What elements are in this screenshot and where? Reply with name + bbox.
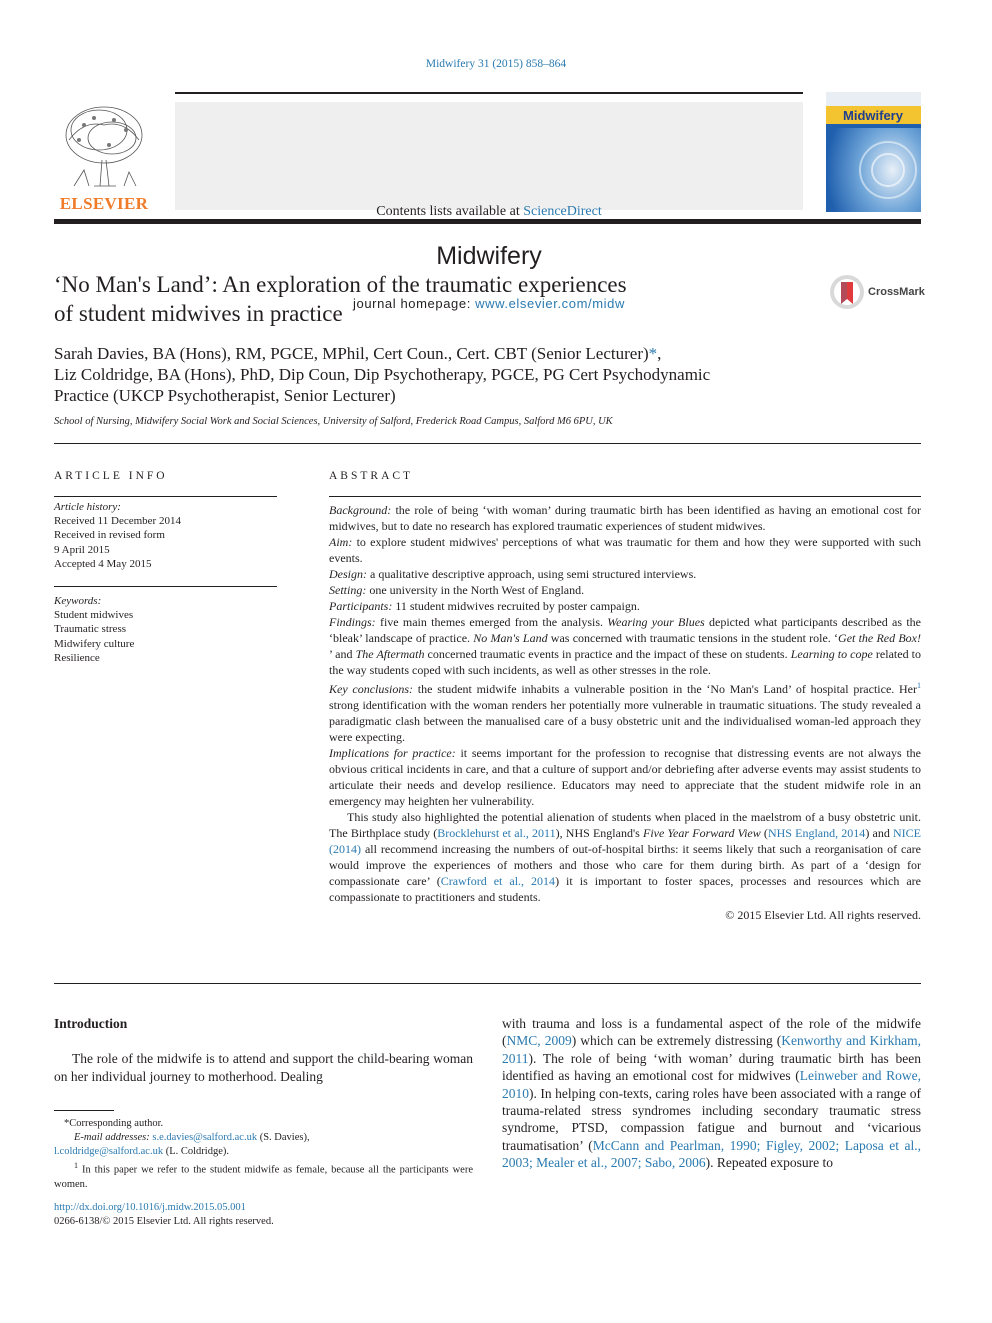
ref-mccann-group[interactable]: McCann and Pearlman, 1990; Figley, 2002; Laposa et al., 2003; Mealer et al., 2007; Sabo, 2006 <box>502 1137 922 1171</box>
received-date: Received 11 December 2014 <box>54 515 181 528</box>
body-left-column <box>54 1015 473 1085</box>
abstract-design <box>329 566 921 582</box>
key-conclusions-label: Key conclusions: <box>329 682 414 696</box>
ref-nmc[interactable]: NMC, 2009 <box>506 1033 572 1049</box>
issn-line: 0266-6138/© 2015 Elsevier Ltd. All rights reserved. <box>54 1216 274 1227</box>
findings-text: depicted what participants described as the ‘bleak’ landscape of practice. <box>329 615 921 645</box>
p2-text: ) it is important to foster spaces, processes and resources which are compassionate to practitioners and students. <box>329 874 921 904</box>
key-text: the student midwife inhabits a vulnerable position in the ‘No Man's Land’ of hospital practice. Her <box>413 682 918 696</box>
findings-label: Findings: <box>329 615 376 629</box>
email-davies-name: (S. Davies), <box>257 1132 310 1143</box>
banner-top-rule <box>175 92 803 94</box>
sciencedirect-link[interactable]: ScienceDirect <box>523 204 602 219</box>
affiliation-rule <box>54 443 921 444</box>
revised-date: 9 April 2015 <box>54 543 110 556</box>
intro-paragraph: The role of the midwife is to attend and support the child-bearing woman on her individual journey to motherhood. Dealing <box>54 1051 473 1084</box>
homepage-prefix: journal homepage: <box>353 296 476 311</box>
p2-text: ( <box>760 826 768 840</box>
journal-cover-image <box>826 92 921 212</box>
header-rule <box>54 219 921 224</box>
right-text: ) which can be extremely distressing ( <box>571 1033 782 1049</box>
author-list <box>54 343 824 406</box>
abstract-setting <box>329 582 921 598</box>
background-label: Background: <box>329 503 392 517</box>
fn1-mark: 1 <box>74 1161 78 1170</box>
email-label: E-mail addresses: <box>74 1132 150 1143</box>
doi-link[interactable]: http://dx.doi.org/10.1016/j.midw.2015.05.001 <box>54 1202 246 1213</box>
abstract-key-conclusions <box>329 678 921 745</box>
keyword-item: Traumatic stress <box>54 623 127 636</box>
footnote-rule <box>54 1110 114 1111</box>
theme-5: Learning to cope <box>790 647 873 661</box>
article-info <box>54 500 277 665</box>
findings-text: ’ and <box>329 647 356 661</box>
keywords-rule <box>54 586 277 587</box>
affiliation: School of Nursing, Midwifery Social Work and Social Sciences, University of Salford, Frederick Road Campus, Salford M6 6PU, UK <box>54 416 613 427</box>
right-text: with trauma and loss is a fundamental aspect of the role of the midwife ( <box>502 1016 921 1049</box>
history-label: Article history: <box>54 501 121 513</box>
homepage-link[interactable]: www.elsevier.com/midw <box>475 296 625 311</box>
theme-3: Get the Red Box! <box>838 631 921 645</box>
ref-nhs-england[interactable]: NHS England, 2014 <box>767 826 866 840</box>
abstract-participants <box>329 598 921 614</box>
doi-block <box>54 1201 473 1229</box>
author-davies: Sarah Davies, BA (Hons), RM, PGCE, MPhil, Cert Coun., Cert. CBT (Senior Lecturer) <box>54 344 649 363</box>
email-footnote <box>54 1131 473 1145</box>
ref-nice[interactable]: NICE (2014) <box>329 826 922 856</box>
corr-text: Corresponding author. <box>69 1118 164 1129</box>
theme-2: No Man's Land <box>473 631 548 645</box>
crossmark-icon <box>829 274 865 310</box>
revised-label: Received in revised form <box>54 529 165 542</box>
background-text: the role of being ‘with woman’ during traumatic birth has been identified as having an emotional cost for midwives, but to date no research has explored traumatic experiences of student midwives. <box>329 503 921 533</box>
abstract-rule <box>329 496 921 497</box>
setting-label: Setting: <box>329 583 367 597</box>
abstract-paragraph-2 <box>329 809 921 905</box>
title-line-1: ‘No Man's Land’: An exploration of the traumatic experiences <box>54 272 627 297</box>
theme-1: Wearing your Blues <box>607 615 705 629</box>
author-line-2: Liz Coldridge, BA (Hons), PhD, Dip Coun, Dip Psychotherapy, PGCE, PG Cert Psychodynamic <box>54 365 711 384</box>
abstract-heading: ABSTRACT <box>329 470 414 482</box>
ref-leinweber[interactable]: Leinweber and Rowe, 2010 <box>502 1068 921 1101</box>
p2-text: ), NHS England's <box>555 826 643 840</box>
footnotes <box>54 1117 473 1192</box>
body-right-column <box>502 1015 921 1172</box>
email-footnote-2 <box>54 1145 473 1159</box>
findings-text: concerned traumatic events in practice and the impact of these on students. <box>424 647 791 661</box>
contents-prefix: Contents lists available at <box>376 204 524 219</box>
abstract-copyright: © 2015 Elsevier Ltd. All rights reserved. <box>725 908 921 922</box>
author-line-3: Practice (UKCP Psychotherapist, Senior Lecturer) <box>54 386 396 405</box>
setting-text: one university in the North West of England. <box>366 583 585 597</box>
cover-title: Midwifery <box>843 108 903 123</box>
ref-crawford[interactable]: Crawford et al., 2014 <box>440 874 556 888</box>
findings-text: related to the way students coped with such incidents, as well as other stresses in the role. <box>329 647 921 677</box>
article-info-rule <box>54 496 277 497</box>
aim-text: to explore student midwives' perceptions of what was traumatic for them and how they were supported with such events. <box>329 535 921 565</box>
corr-mark: * <box>64 1118 70 1129</box>
article-title <box>54 270 754 328</box>
corresponding-author-mark[interactable]: * <box>648 344 658 363</box>
ref-brocklehurst[interactable]: Brocklehurst et al., 2011 <box>437 826 556 840</box>
findings-text: five main themes emerged from the analysis. <box>375 615 608 629</box>
title-line-2: of student midwives in practice <box>54 301 343 326</box>
footnote-1-ref[interactable]: 1 <box>917 681 922 690</box>
email-davies[interactable]: s.e.davies@salford.ac.uk <box>152 1132 258 1143</box>
keyword-item: Student midwives <box>54 609 134 622</box>
article-info-heading: ARTICLE INFO <box>54 470 168 482</box>
p2-text: ) and <box>865 826 894 840</box>
ref-kenworthy[interactable]: Kenworthy and Kirkham, 2011 <box>502 1033 922 1066</box>
right-text: ). Repeated exposure to <box>705 1155 834 1171</box>
elsevier-wordmark: ELSEVIER <box>59 194 149 213</box>
fn1-text: In this paper we refer to the student midwife as female, because all the participants were women. <box>54 1164 473 1190</box>
abstract-body <box>329 502 921 923</box>
contents-line <box>175 204 803 220</box>
p2-text: all recommend increasing the numbers of out-of-hospital births: it seems likely that such a reorganisation of care would improve the experiences of mothers and those who care for them during birth. As part of a ‘design for compassionate care’ ( <box>329 842 921 888</box>
keyword-item: Resilience <box>54 651 100 664</box>
introduction-heading: Introduction <box>54 1016 128 1031</box>
right-text: ). In helping con-texts, caring roles have been associated with a range of trauma-related stress syndromes including secondary traumatic stress syndrome, PTSD, compassion fatigue and burnout and ‘vicarious traumatisation’ ( <box>502 1085 921 1153</box>
design-text: a qualitative descriptive approach, using semi structured interviews. <box>367 567 697 581</box>
author-line-1-end: , <box>657 344 662 363</box>
design-label: Design: <box>329 567 367 581</box>
aim-label: Aim: <box>329 535 353 549</box>
participants-label: Participants: <box>329 599 393 613</box>
corresponding-footnote <box>54 1117 473 1131</box>
crossmark-label: CrossMark <box>868 286 925 298</box>
journal-name: Midwifery <box>436 242 542 270</box>
abstract-implications <box>329 745 921 809</box>
participants-text: 11 student midwives recruited by poster campaign. <box>392 599 640 613</box>
email-coldridge[interactable]: l.coldridge@salford.ac.uk <box>54 1146 164 1157</box>
crossmark-badge[interactable] <box>829 274 929 310</box>
abstract-aim <box>329 534 921 566</box>
abstract-background <box>329 502 921 534</box>
author-line-1 <box>54 343 824 364</box>
journal-citation[interactable]: Midwifery 31 (2015) 858–864 <box>425 58 567 70</box>
abstract-end-rule <box>54 983 921 984</box>
accepted-date: Accepted 4 May 2015 <box>54 557 152 570</box>
theme-4: The Aftermath <box>355 647 425 661</box>
p2-italic: Five Year Forward View <box>642 826 761 840</box>
findings-text: was concerned with traumatic tensions in the student role. ‘ <box>547 631 839 645</box>
implications-text: it seems important for the profession to recognise that distressing events are not always the obvious critical incidents in care, and that a culture of support and/or debriefing after adverse events may assist students to articulate their needs and develop resilience. Educators may need to appreciate that the student midwife role in an emergency may heighten her vulnerability. <box>329 746 922 808</box>
footnote-1 <box>54 1159 473 1192</box>
email-coldridge-name: (L. Coldridge). <box>163 1146 229 1157</box>
right-text: ). The role of being ‘with woman’ during traumatic birth has been identified as having an emotional cost for midwives ( <box>502 1050 921 1084</box>
key-text: strong identification with the woman renders her potentially more vulnerable in traumatic situations. The study revealed a paradigmatic clash between the manualised care of a busy obstetric unit and the individualised woman-led approach they were expecting. <box>329 698 921 744</box>
p2-text: This study also highlighted the potential alienation of students when placed in the maelstrom of a busy obstetric unit. The Birthplace study ( <box>329 810 921 840</box>
keywords-label: Keywords: <box>54 595 102 608</box>
implications-label: Implications for practice: <box>329 746 456 760</box>
abstract-findings <box>329 614 921 678</box>
keyword-item: Midwifery culture <box>54 637 135 650</box>
